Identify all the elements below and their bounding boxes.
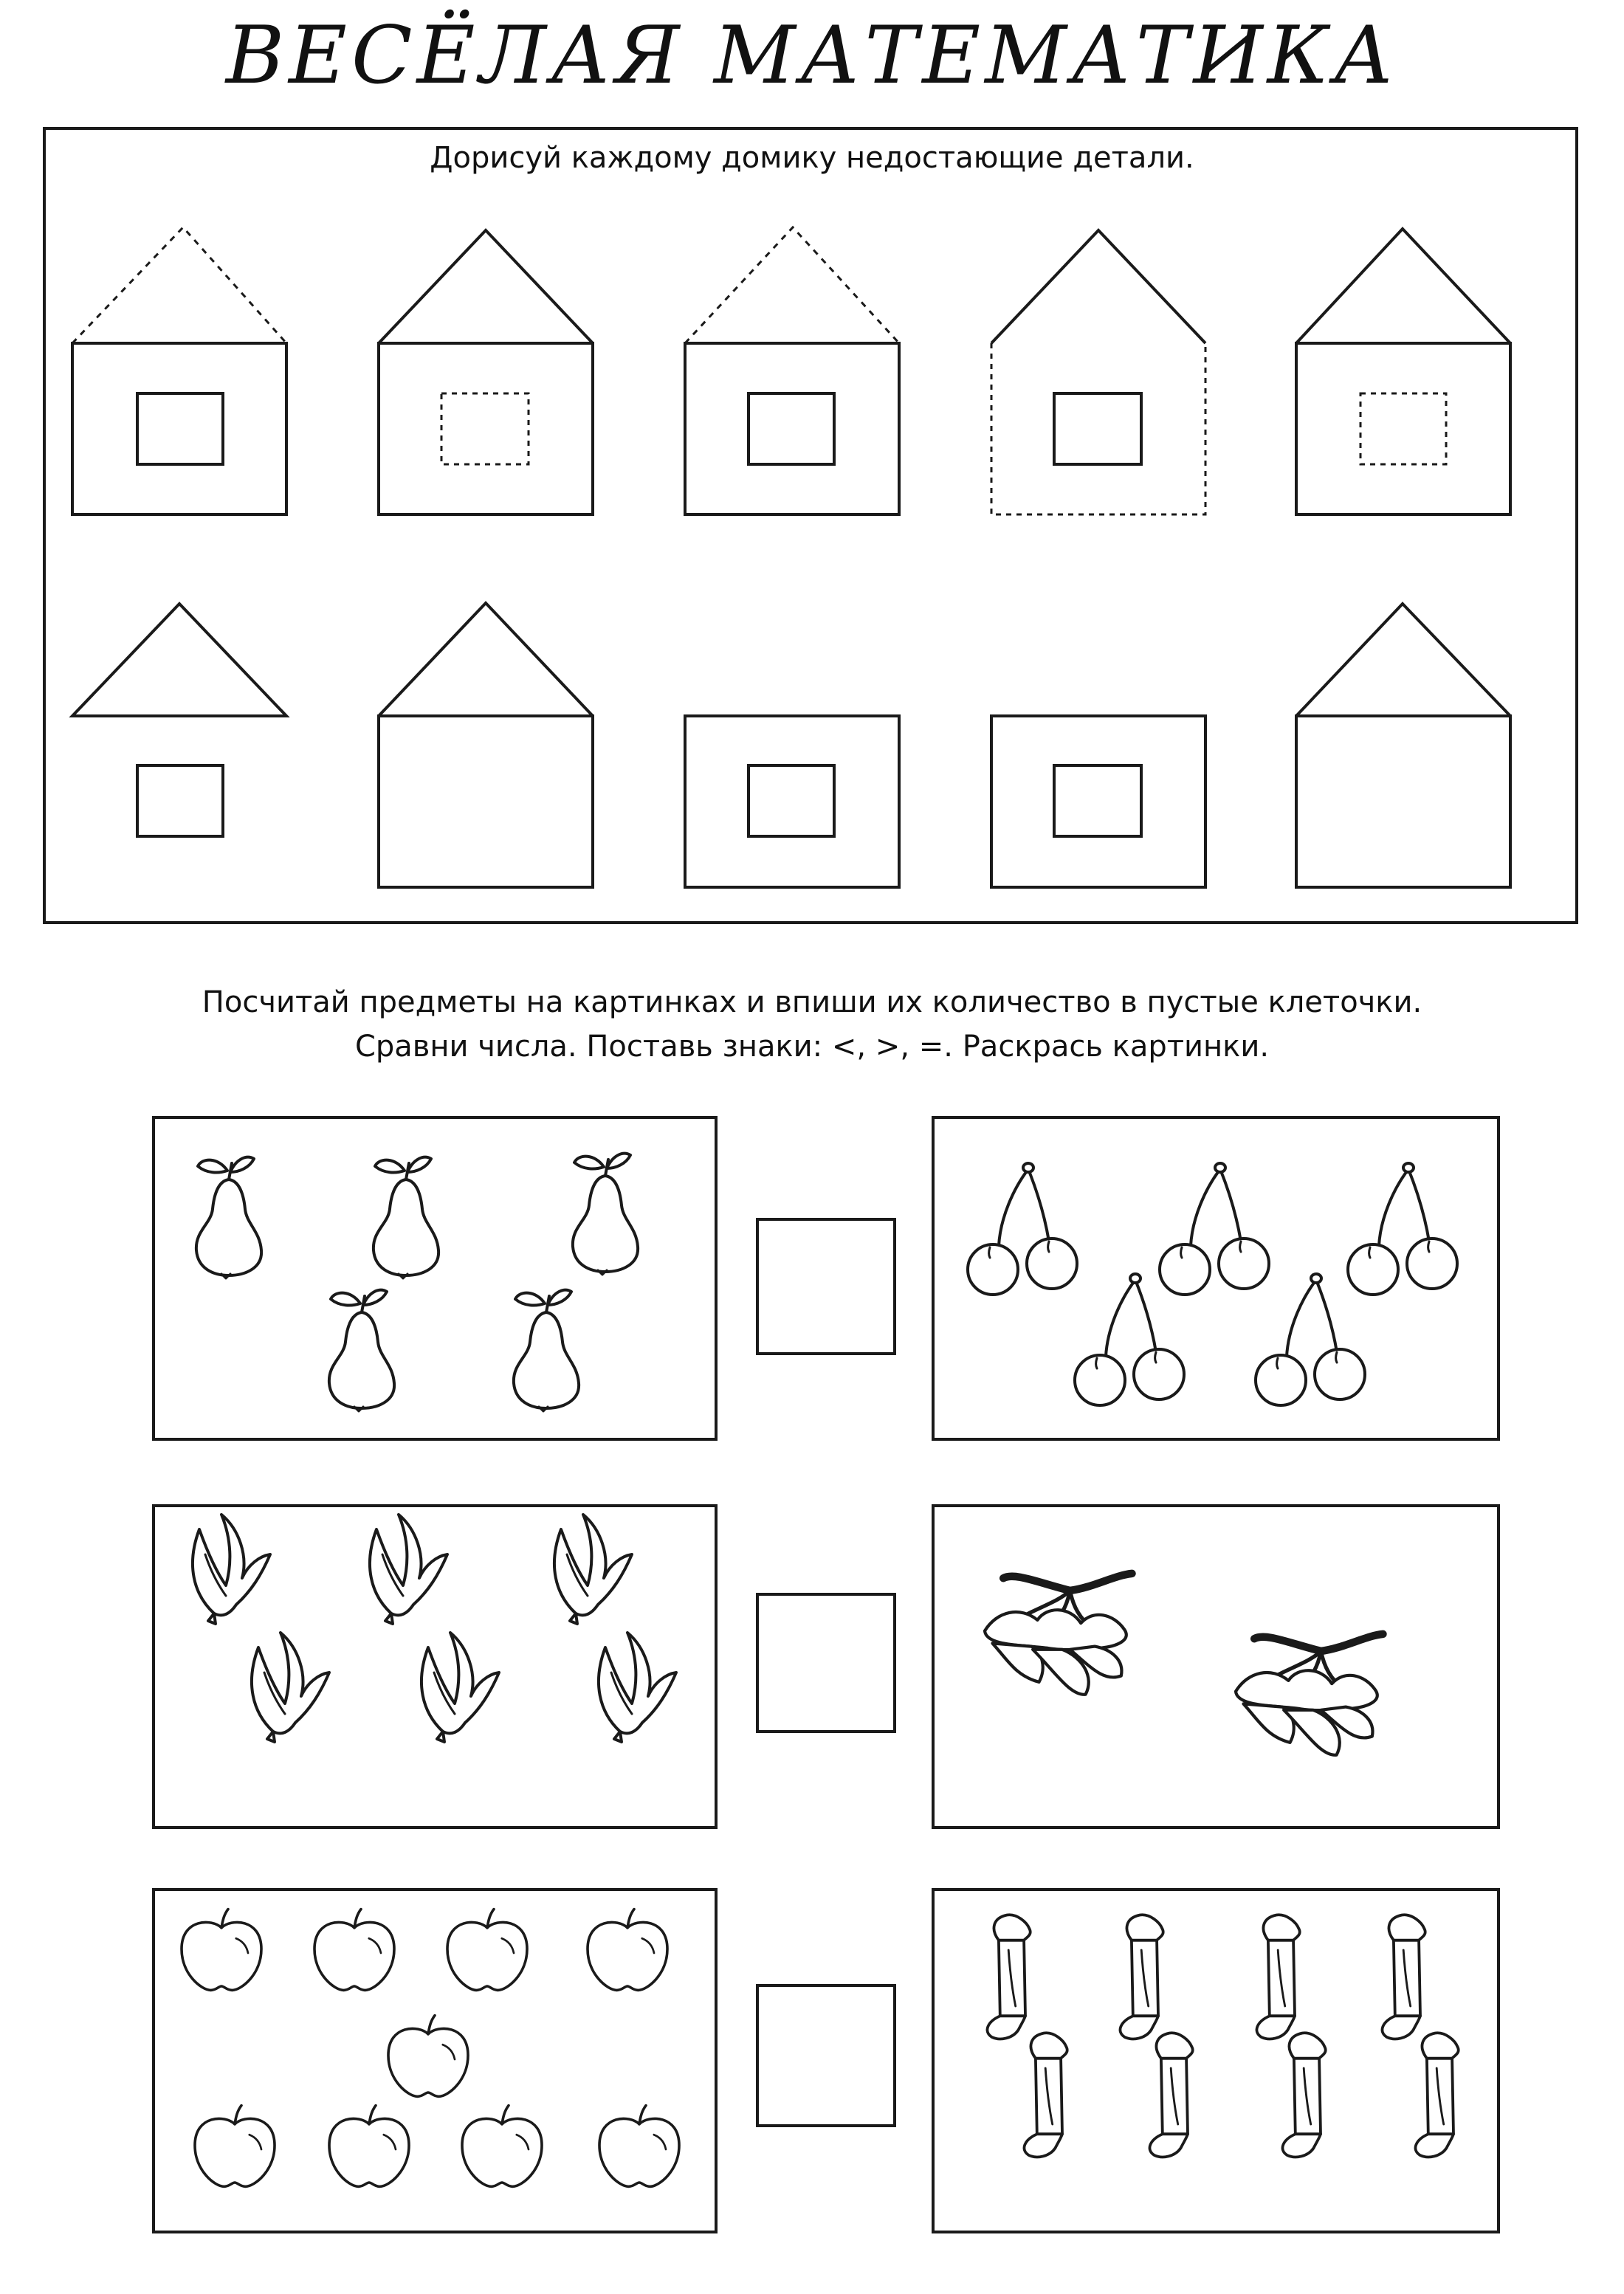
hazelnut-icon-2 (1236, 1634, 1383, 1755)
pear-icon-4 (329, 1290, 394, 1411)
apple-icon-2 (314, 1909, 394, 1991)
candy-icon-5 (1024, 2033, 1067, 2157)
candy-icon-6 (1149, 2033, 1192, 2157)
apple-icon-7 (329, 2106, 409, 2187)
pear-icon-3 (573, 1154, 638, 1275)
apple-icon-6 (195, 2106, 275, 2187)
apple-icon-9 (599, 2106, 679, 2187)
pear-icon-5 (514, 1290, 579, 1411)
candy-icon-4 (1382, 1915, 1425, 2039)
apple-icon-1 (182, 1909, 261, 1991)
cherry-icon-2 (1160, 1163, 1269, 1295)
banana-icon-2 (370, 1515, 447, 1624)
candy-icon-1 (987, 1915, 1030, 2039)
hazelnut-icon-1 (985, 1574, 1132, 1695)
banana-icon-5 (422, 1633, 499, 1742)
candy-icon-7 (1282, 2033, 1325, 2157)
page-title: ВЕСЁЛАЯ МАТЕМАТИКА (225, 10, 1399, 102)
banana-icon-1 (193, 1515, 270, 1624)
cherry-icon-5 (1256, 1274, 1365, 1405)
banana-icon-6 (599, 1633, 676, 1742)
cherry-icon-4 (1075, 1274, 1184, 1405)
apple-icon-5 (388, 2016, 468, 2097)
apple-icon-4 (588, 1909, 667, 1991)
houses-task-instruction: Дорисуй каждому домику недостающие детали. (430, 141, 1194, 175)
candy-icon-8 (1415, 2033, 1458, 2157)
count-task-instruction-2: Сравни числа. Поставь знаки: <, >, =. Раскрась картинки. (354, 1030, 1270, 1064)
candy-icon-2 (1120, 1915, 1163, 2039)
cherry-icon-1 (968, 1163, 1077, 1295)
pear-icon-1 (196, 1157, 261, 1278)
cherry-icon-3 (1348, 1163, 1457, 1295)
banana-icon-4 (252, 1633, 329, 1742)
apple-icon-8 (462, 2106, 542, 2187)
candy-icon-3 (1256, 1915, 1299, 2039)
pear-icon-2 (374, 1157, 438, 1278)
apple-icon-3 (447, 1909, 527, 1991)
banana-icon-3 (554, 1515, 632, 1624)
count-task-instruction-1: Посчитай предметы на картинках и впиши их количество в пустые клеточки. (202, 985, 1422, 1019)
